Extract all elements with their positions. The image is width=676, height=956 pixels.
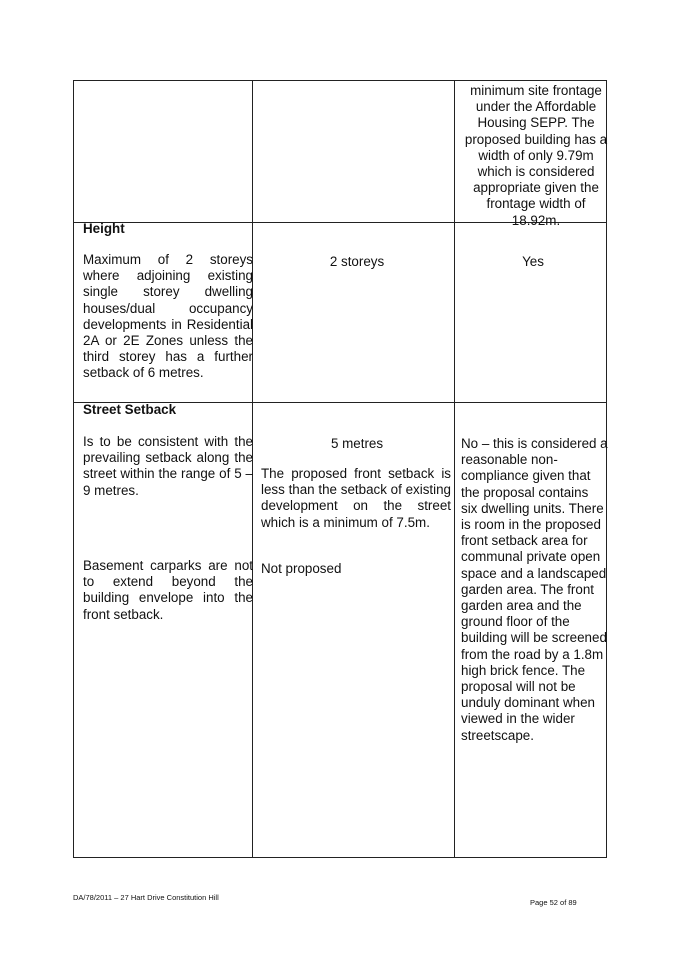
street-setback-proposal-1-detail: The proposed front setback is less than the setback of existing development on the street which is a minimum of 7.5m. (261, 466, 451, 530)
continuation-compliance-cell: minimum site frontage under the Affordable Housing SEPP. The proposed building has a width of only 9.79m which is considered appropriate given the frontage width of 18.92m. (464, 83, 608, 228)
street-setback-proposal-2: Not proposed (261, 561, 342, 576)
height-heading: Height (83, 221, 125, 236)
column-divider (454, 81, 455, 857)
street-setback-heading: Street Setback (83, 402, 177, 417)
street-setback-proposal-1: 5 metres (330, 436, 384, 451)
assessment-table (73, 80, 607, 858)
street-setback-control-2: Basement carparks are not to extend beyond the building envelope into the front setback. (83, 558, 253, 622)
street-setback-compliance-cell: No – this is considered a reasonable non-compliance given that the proposal contains six dwelling units. There is room in the proposed front setback area for communal private open space and a landscaped garden area. The front garden area and the ground floor of the building will be screened from the road by a 1.8m high brick fence. The proposal will not be unduly dominant when viewed in the wider streetscape. (461, 436, 608, 743)
height-control-cell: Maximum of 2 storeys where adjoining existing single storey dwelling houses/dual occupancy developments in Residential 2A or 2E Zones unless the third storey has a further setback of 6 metres. (83, 252, 253, 381)
footer-reference: DA/78/2011 – 27 Hart Drive Constitution Hill (73, 893, 219, 902)
height-proposal-cell: 2 storeys (329, 254, 385, 269)
street-setback-control-1: Is to be consistent with the prevailing setback along the street within the range of 5 – 9 metres. (83, 434, 253, 498)
footer-page-number: Page 52 of 89 (530, 898, 577, 907)
height-compliance-cell: Yes (522, 254, 544, 269)
